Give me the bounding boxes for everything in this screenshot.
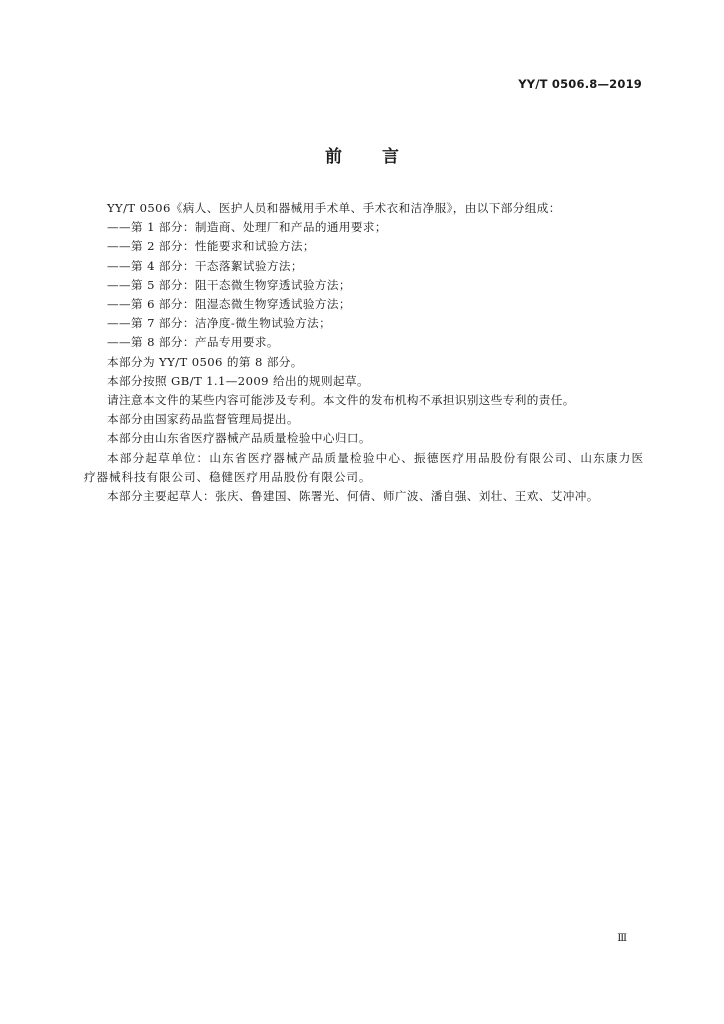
paragraph-centralized-by: 本部分由山东省医疗器械产品质量检验中心归口。 [107,431,371,446]
paragraph-patent-notice: 请注意本文件的某些内容可能涉及专利。本文件的发布机构不承担识别这些专利的责任。 [107,393,575,408]
paragraph-part-number: 本部分为 YY/T 0506 的第 8 部分。 [107,354,303,369]
standard-code: YY/T 0506.8—2019 [518,77,642,91]
paragraph-drafters: 本部分主要起草人：张庆、鲁建国、陈署光、何倩、师广波、潘自强、刘壮、王欢、艾冲冲。 [107,489,599,504]
page-number: Ⅲ [617,933,627,944]
page-title: 前言 [325,147,439,167]
paragraph-drafting-rules: 本部分按照 GB/T 1.1—2009 给出的规则起草。 [107,373,369,388]
list-item: ——第 7 部分：洁净度-微生物试验方法； [107,316,332,331]
list-item: ——第 5 部分：阻干态微生物穿透试验方法； [107,277,351,292]
list-item: ——第 1 部分：制造商、处理厂和产品的通用要求； [107,220,387,235]
paragraph-proposer: 本部分由国家药品监督管理局提出。 [107,412,299,427]
parts-list [84,218,644,352]
intro-paragraph: YY/T 0506《病人、医护人员和器械用手术单、手术衣和洁净服》，由以下部分组成： [107,201,561,215]
list-item: ——第 8 部分：产品专用要求。 [107,335,279,350]
list-item: ——第 2 部分：性能要求和试验方法； [107,239,315,254]
list-item: ——第 6 部分：阻湿态微生物穿透试验方法； [107,297,351,312]
foreword-body [84,199,644,506]
paragraph-drafting-units: 本部分起草单位：山东省医疗器械产品质量检验中心、振德医疗用品股份有限公司、山东康力医疗器械科技有限公司、稳健医疗用品股份有限公司。 [84,450,644,484]
list-item: ——第 4 部分：干态落絮试验方法； [107,258,303,273]
